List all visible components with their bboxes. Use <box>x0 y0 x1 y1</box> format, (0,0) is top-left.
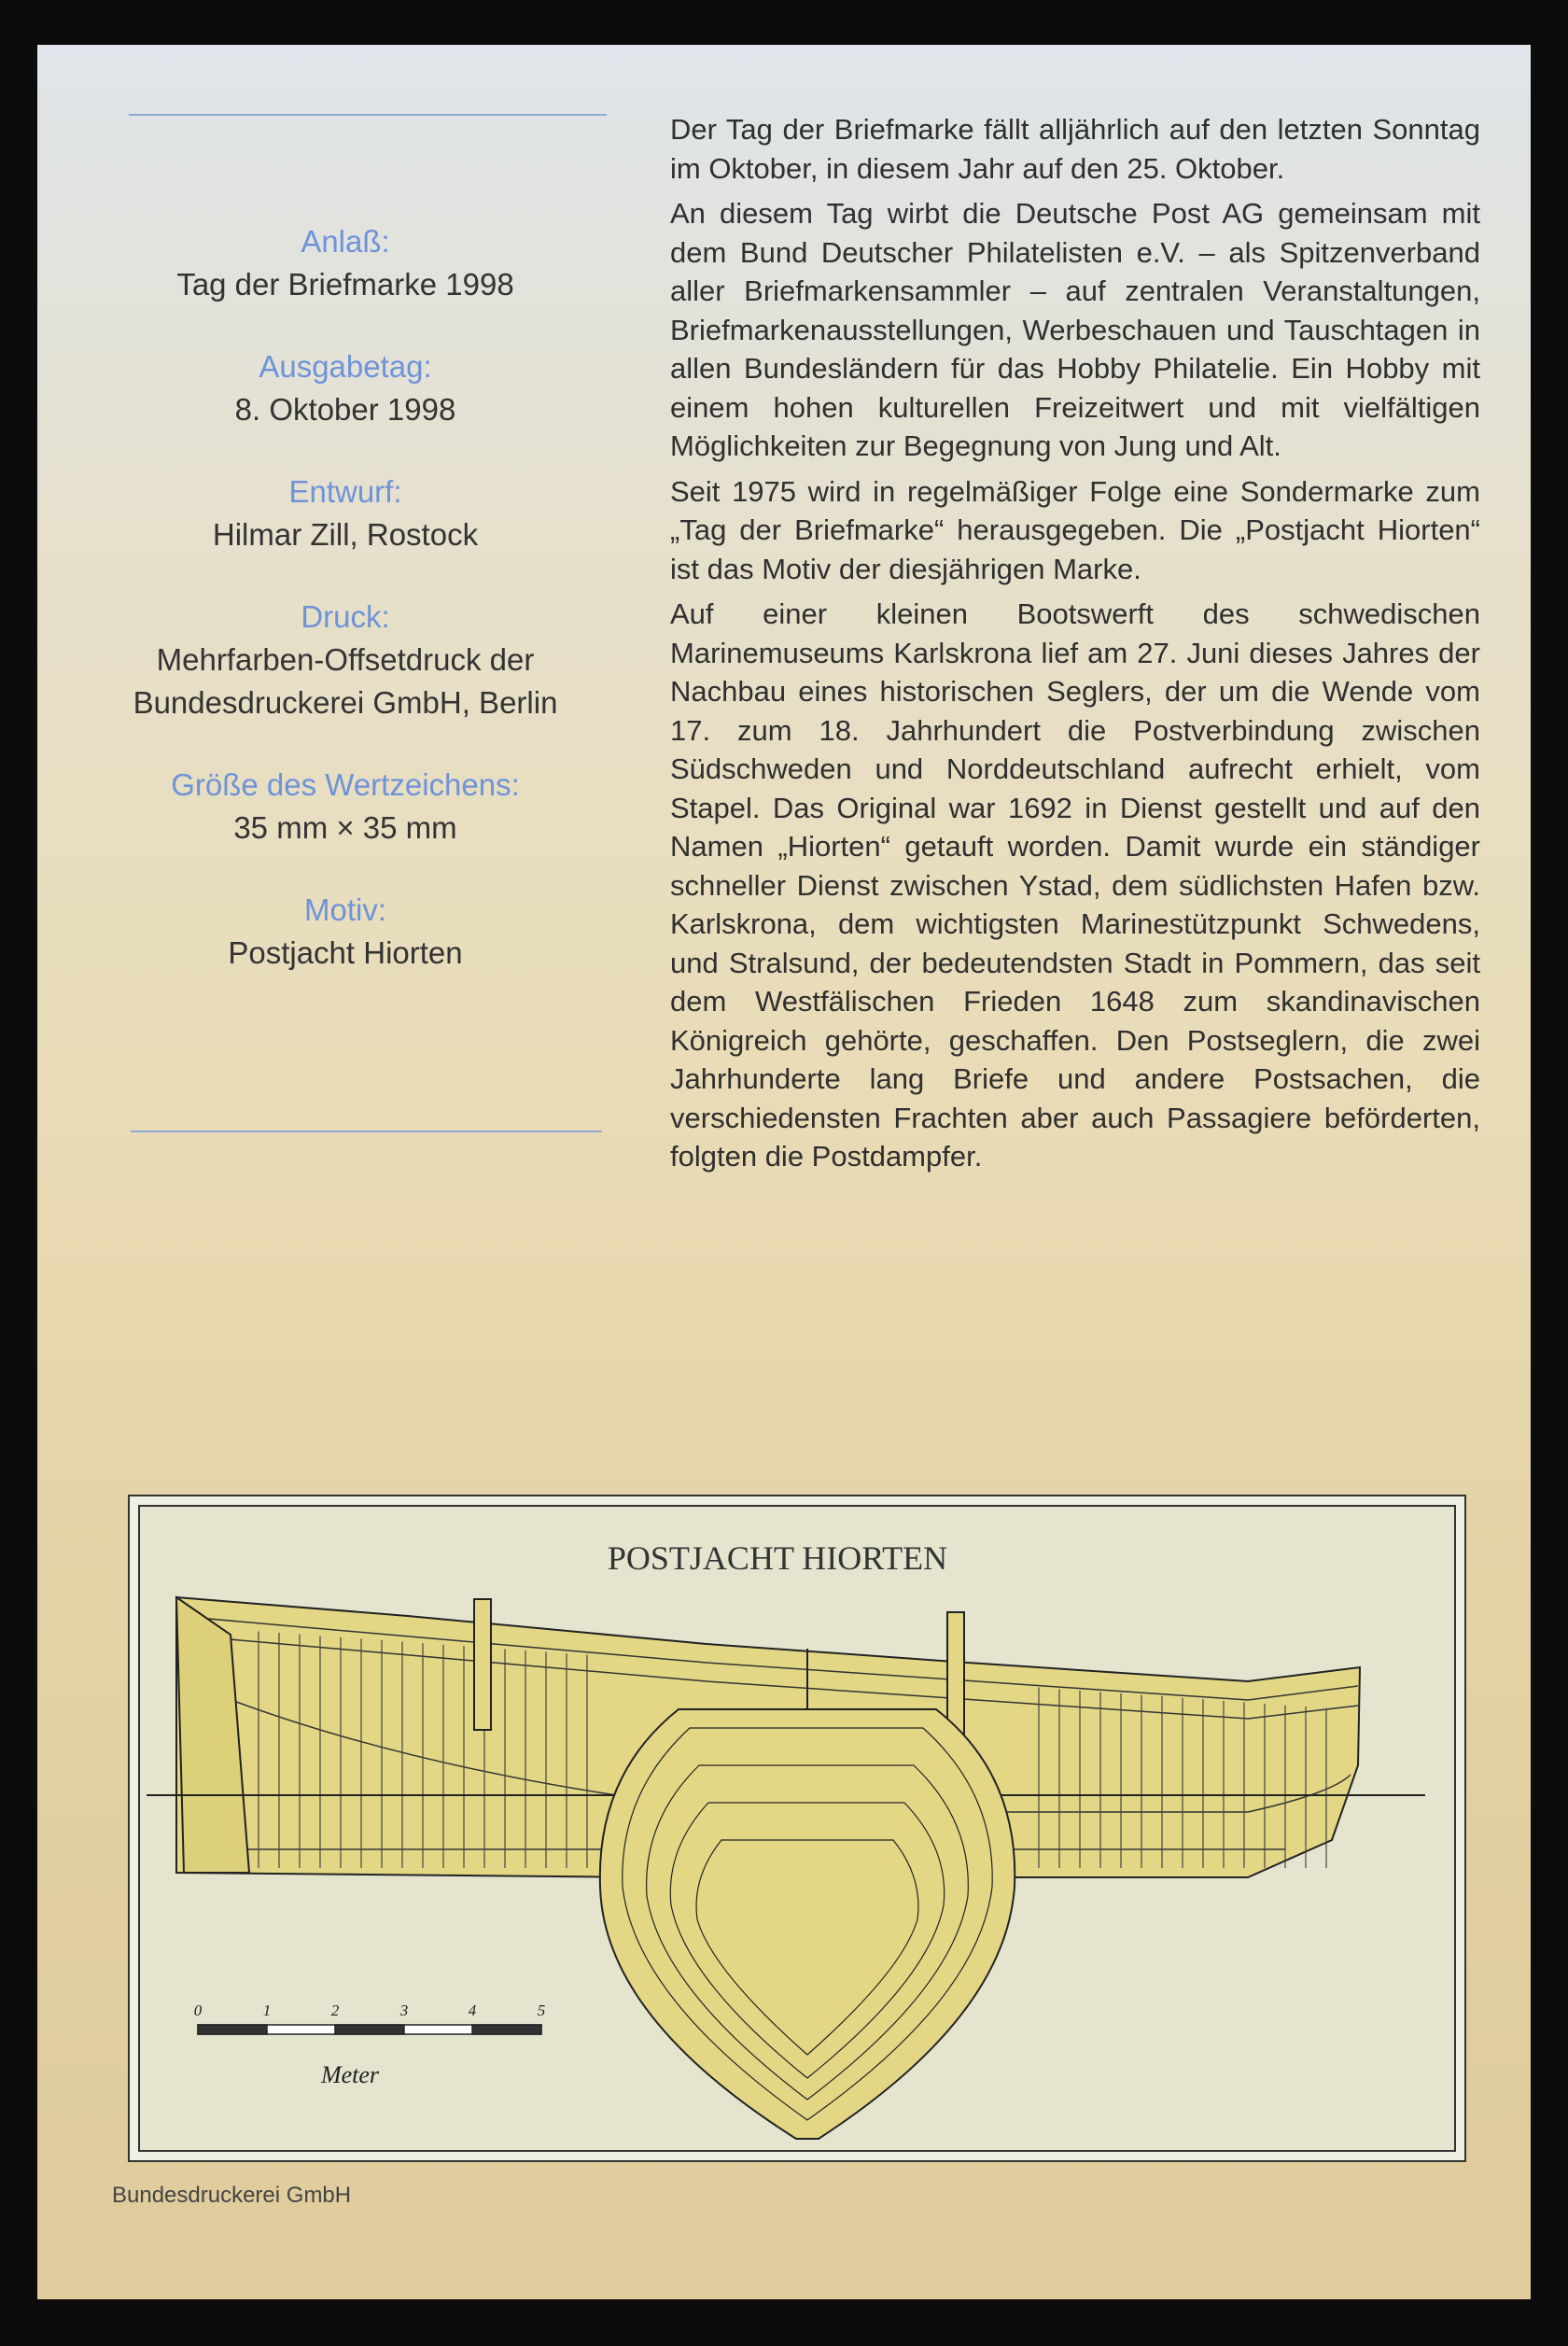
detail-value: Tag der Briefmarke 1998 <box>176 267 514 302</box>
body-paragraph: An diesem Tag wirbt die Deutsche Post AG gemeinsam mit dem Bund Deutscher Philatelisten e.V. – als Spitzenverband aller Briefmarkensammler – auf zentralen Veranstaltungen, Briefmarkenausstellungen, Werbeschauen und Tauschtagen in allen Bundesländern für das Hobby Philatelie. Ein Hobby mit einem hohen kulturellen Freizeitwert und mit vielfältigen Möglichkeiten zur Begegnung von Jung und Alt. <box>670 197 1480 462</box>
scale-tick-2: 2 <box>330 2002 340 2019</box>
scale-tick-4: 4 <box>468 2002 477 2019</box>
scale-tick-3: 3 <box>399 2002 409 2019</box>
bottom-divider <box>131 1131 602 1132</box>
detail-label: Druck: <box>301 599 390 634</box>
detail-value: Postjacht Hiorten <box>228 935 463 970</box>
detail-label: Anlaß: <box>301 224 390 259</box>
stamp-info-sheet <box>37 45 1531 2299</box>
detail-label: Entwurf: <box>288 474 402 509</box>
detail-value: Hilmar Zill, Rostock <box>212 517 479 552</box>
body-paragraph: Auf einer kleinen Bootswerft des schwedischen Marinemuseums Karlskrona lief am 27. Juni dieses Jahres der Nachbau eines historischen Seglers, der um die Wende vom 17. zum 18. Jahrhundert die Postverbindung zwischen Südschweden und Norddeutschland aufrecht erhielt, vom Stapel. Das Original war 1692 in Dienst gestellt und auf den Namen „Hiorten“ getauft worden. Damit wurde ein ständiger schneller Dienst zwischen Ystad, dem südlichsten Hafen bzw. Karlskrona, dem wichtigsten Marinestützpunkt Schwedens, und Stralsund, der bedeutendsten Stadt in Pommern, das seit dem Westfälischen Frieden 1648 zum skandinavischen Königreich gehörte, geschaffen. Den Postseglern, die zwei Jahrhunderte lang Briefe und andere Postsachen, die verschiedensten Frachten aber auch Passagiere beförderten, folgten die Postdampfer. <box>670 597 1480 1173</box>
description-text <box>670 110 1480 1183</box>
ship-drawing-svg <box>128 1495 1466 2162</box>
detail-value: 35 mm × 35 mm <box>233 810 457 845</box>
detail-label: Größe des Wertzeichens: <box>171 767 520 802</box>
top-divider <box>129 114 607 116</box>
detail-value: 8. Oktober 1998 <box>234 392 456 427</box>
scale-tick-1: 1 <box>262 2002 272 2019</box>
printer-credit: Bundesdruckerei GmbH <box>112 2183 352 2208</box>
scale-tick-0: 0 <box>193 2002 203 2019</box>
detail-value: Bundesdruckerei GmbH, Berlin <box>133 685 558 720</box>
detail-label: Motiv: <box>303 892 386 927</box>
detail-label: Ausgabetag: <box>259 349 432 384</box>
body-paragraph: Der Tag der Briefmarke fällt alljährlich auf den letzten Sonntag im Oktober, in diesem Jahr auf den 25. Oktober. <box>670 113 1480 185</box>
body-paragraph: Seit 1975 wird in regelmäßiger Folge eine Sondermarke zum „Tag der Briefmarke“ herausgegeben. Die „Postjacht Hiorten“ ist das Motiv der diesjährigen Marke. <box>670 474 1480 585</box>
detail-value: Mehrfarben-Offsetdruck der <box>156 642 535 677</box>
scale-bar <box>198 2025 541 2034</box>
ship-drawing-plate <box>128 1495 1466 2162</box>
scale-tick-5: 5 <box>537 2002 546 2019</box>
plate-title: POSTJACHT HIORTEN <box>607 1539 948 1577</box>
scale-unit: Meter <box>320 2061 380 2088</box>
issue-details <box>131 220 560 975</box>
